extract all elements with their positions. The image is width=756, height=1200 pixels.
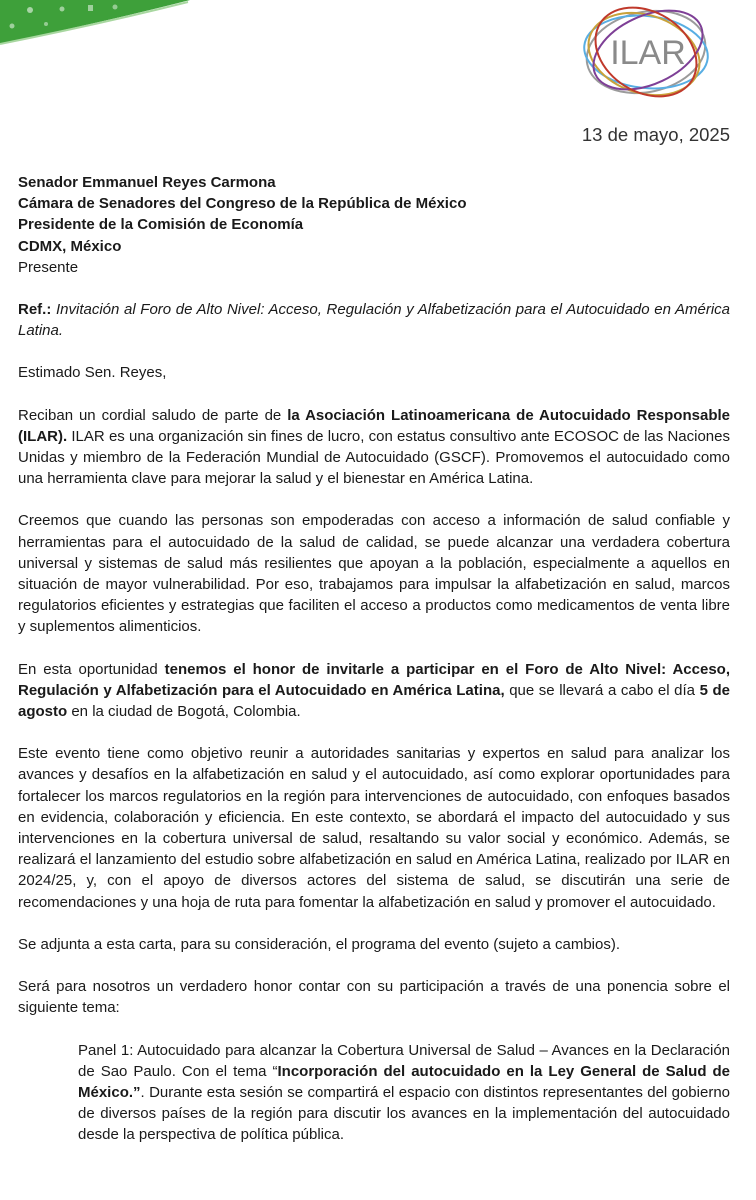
paragraph-attachment: Se adjunta a esta carta, para su consideración, el programa del evento (sujeto a cambios).	[18, 935, 621, 953]
recipient-name: Senador Emmanuel Reyes Carmona	[18, 174, 276, 191]
header-corner-graphic	[0, 0, 200, 50]
greeting: Estimado Sen. Reyes,	[18, 364, 167, 382]
ref-text: Invitación al Foro de Alto Nivel: Acceso, Regulación y Alfabetización para el Autocuidado en América Latina.	[18, 301, 730, 340]
letter-body	[18, 172, 730, 1146]
ref-label: Ref.:	[18, 301, 52, 319]
ilar-logo	[578, 4, 712, 100]
svg-text:ILAR: ILAR	[610, 34, 686, 72]
recipient-role: Presidente de la Comisión de Economía	[18, 216, 304, 234]
paragraph-beliefs: Creemos que cuando las personas son empoderadas con acceso a información de salud confiable y herramientas para el autocuidado de la salud de calidad, se puede alcanzar una verdadera cobertura universal y sistemas de salud más resilientes que apoyan a la población, especialmente a aquellos en situación de mayor vulnerabilidad. Por eso, trabajamos para impulsar la alfabetización en salud, marcos regulatorios eficientes y estrategias que faciliten el acceso a productos como medicamentos de venta libre y suplementos alimenticios.	[18, 512, 730, 636]
reference-line	[18, 299, 730, 341]
recipient-location: CDMX, México	[18, 237, 122, 255]
letter-date: 13 de mayo, 2025	[581, 124, 730, 145]
ilar-logo-rings-icon	[578, 4, 712, 100]
paragraph-event-objective: Este evento tiene como objetivo reunir a autoridades sanitarias y expertos en salud para analizar los avances y desafíos en la alfabetización en salud y el autocuidado, así como explorar oportunidades para fortalecer los marcos regulatorios en la región para intervenciones de autocuidado, con enfoques basados en evidencia, colaboración y eficiencia. En este contexto, se abordará el impacto del autocuidado y sus intervenciones en la cobertura universal de salud, resaltando su valor social y económico. Además, se realizará el lanzamiento del estudio sobre alfabetización en salud en América Latina, realizado por ILAR en 2024/25, y, con el apoyo de diversos actores del sistema de salud, se discutirán una serie de recomendaciones y una hoja de ruta para fomentar la alfabetización en salud y promover el autocuidado.	[18, 745, 730, 911]
paragraph-invitation: En esta oportunidad tenemos el honor de invitarle a participar en el Foro de Alto Nivel: Acceso, Regulación y Alfabetización para el Autocuidado en América Latina, que se llevará a cabo el día 5 de agosto en la ciudad de Bogotá, Colombia.	[18, 660, 731, 721]
recipient-block	[18, 172, 730, 278]
paragraph-intro: Reciban un cordial saludo de parte de la Asociación Latinoamericana de Autocuidado Responsable (ILAR). ILAR es una organización sin fines de lucro, con estatus consultivo ante ECOSOC de las Naciones Unidas y miembro de la Federación Mundial de Autocuidado (GSCF). Promovemos el autocuidado como una herramienta clave para mejorar la salud y el bienestar en América Latina.	[18, 406, 730, 488]
paragraph-request: Será para nosotros un verdadero honor contar con su participación a través de una ponencia sobre el siguiente tema:	[18, 978, 730, 1017]
panel-description: Panel 1: Autocuidado para alcanzar la Cobertura Universal de Salud – Avances en la Declaración de Sao Paulo. Con el tema “Incorporación del autocuidado en la Ley General de Salud de México.”. Durante esta sesión se compartirá el espacio con distintos representantes del gobierno de diversos países de la región para discutir los avances en la implementación del autocuidado desde la perspectiva de política pública.	[78, 1041, 730, 1144]
recipient-institution: Cámara de Senadores del Congreso de la República de México	[18, 195, 467, 213]
recipient-presente: Presente	[18, 258, 79, 276]
